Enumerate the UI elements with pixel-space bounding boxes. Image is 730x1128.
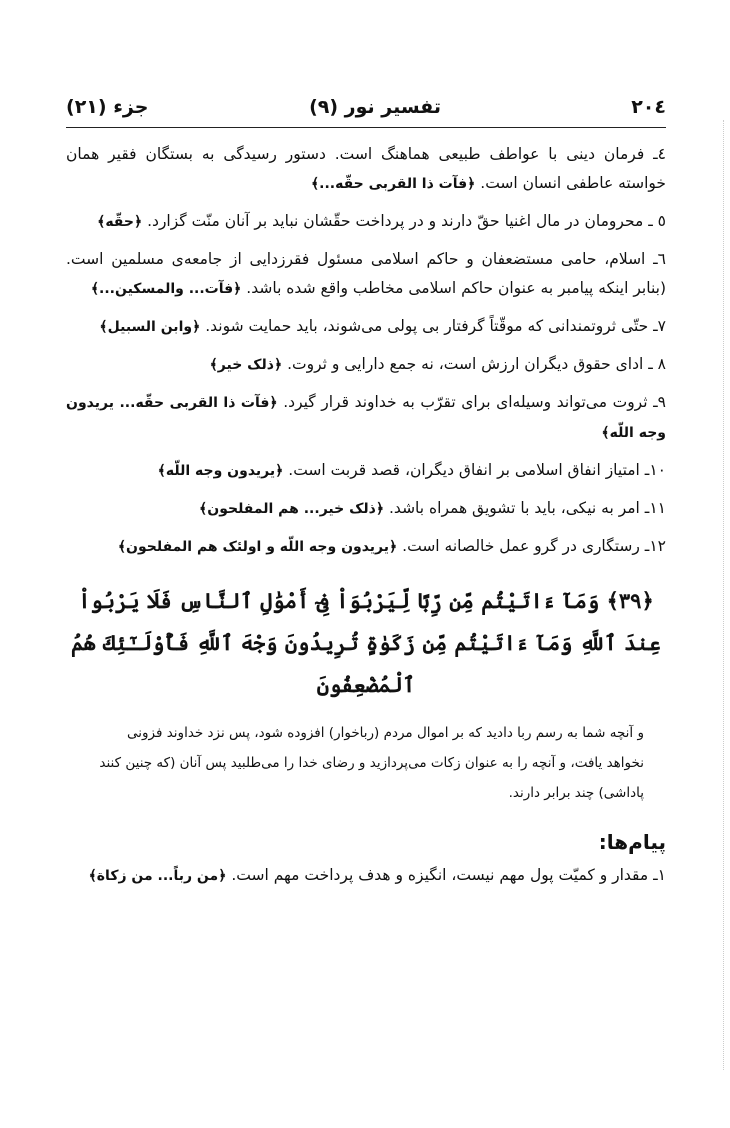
verse-translation: و آنچه شما به رسم ربا دادید که بر اموال مردم (رباخوار) افزوده شود، پس نزد خداوند فزونی نخواهد یافت، و آنچه را به عنوان زکات می‌پردازید و رضای خدا را می‌طلبید پس آنان (که چنین کنند پاداشی) چند برابر دارند. (99, 725, 644, 801)
message-item (66, 861, 666, 891)
list-item (66, 388, 666, 448)
running-title: تفسیر نور (٩) (309, 96, 441, 118)
item-text: ٦ـ اسلام، حامی مستضعفان و حاکم اسلامی مسئول فقرزدایی از جامعه‌ی مسلمین است. (بنابر اینکه پیامبر به عنوان حاکم اسلامی مخاطب واقع شده باشد. (66, 250, 666, 297)
item-quote: ﴿فآت ذا القربی حقّه...﴾ (310, 176, 476, 192)
item-text: ٧ـ حتّی ثروتمندانی که موقّتاً گرفتار بی پولی می‌شوند، باید حمایت شوند. (205, 317, 666, 335)
item-text: ٥ ـ محرومان در مال اغنیا حقّ دارند و در پرداخت حقّشان نباید بر آنان منّت گزارد. (147, 212, 666, 230)
list-item (66, 140, 666, 199)
page-edge-dots (721, 120, 724, 1070)
list-item (66, 207, 666, 237)
item-text: ١٢ـ رستگاری در گرو عمل خالصانه است. (402, 537, 666, 555)
item-text: ١١ـ امر به نیکی، باید با تشویق همراه باشد. (389, 499, 666, 517)
list-item (66, 350, 666, 380)
list-item (66, 494, 666, 524)
message-text: ١ـ مقدار و کمیّت پول مهم نیست، انگیزه و هدف پرداخت مهم است. (231, 866, 666, 884)
page-body (66, 140, 666, 899)
header-rule (66, 127, 666, 128)
page-header (66, 96, 666, 124)
list-item (66, 312, 666, 342)
quran-verse: ﴿٣٩﴾ وَمَآ ءَاتَيْتُم مِّن رِّبًا لِّيَرْبُوَاْ فِىٓ أَمْوَٰلِ ٱلنَّاسِ فَلَا يَرْبُواْ عِندَ ٱللَّهِ وَمَآ ءَاتَيْتُم مِّن زَكَوٰةٍ تُرِيدُونَ وَجْهَ ٱللَّهِ فَأُوْلَـٰٓئِكَ هُمُ ٱلْمُضْعِفُونَ (71, 588, 661, 697)
list-item (66, 456, 666, 486)
messages-heading: پیام‌ها: (598, 830, 666, 854)
item-quote: ﴿فآت... والمسکین...﴾ (90, 281, 242, 297)
list-item (66, 532, 666, 562)
item-quote: ﴿ذلک خیر... هم المفلحون﴾ (199, 501, 385, 517)
page-number: ٢٠٤ (631, 96, 666, 118)
item-text: ٩ـ ثروت می‌تواند وسیله‌ای برای تقرّب به خداوند قرار گیرد. (283, 393, 666, 411)
item-quote: ﴿حقّه﴾ (97, 214, 143, 230)
item-quote: ﴿یریدون وجه اللّه و اولئک هم المفلحون﴾ (117, 539, 398, 555)
message-quote: ﴿من رباً... من زکاة﴾ (88, 868, 227, 884)
item-quote: ﴿ذلک خیر﴾ (209, 357, 283, 373)
item-text: ٨ ـ ادای حقوق دیگران ارزش است، نه جمع دارایی و ثروت. (287, 355, 666, 373)
list-item (66, 245, 666, 304)
item-quote: ﴿یریدون وجه اللّه﴾ (157, 463, 284, 479)
item-text: ١٠ـ امتیاز انفاق اسلامی بر انفاق دیگران، قصد قربت است. (288, 461, 666, 479)
juz-label: جزء (٢١) (66, 96, 149, 118)
item-quote: ﴿فآت ذا القربی حقّه... یریدون وجه اللّه﴾ (66, 395, 666, 441)
item-quote: ﴿وابن السبیل﴾ (99, 319, 201, 335)
item-text: ٤ـ فرمان دینی با عواطف طبیعی هماهنگ است. دستور رسیدگی به بستگان فقیر همان خواسته عاطفی انسان است. (66, 145, 666, 192)
